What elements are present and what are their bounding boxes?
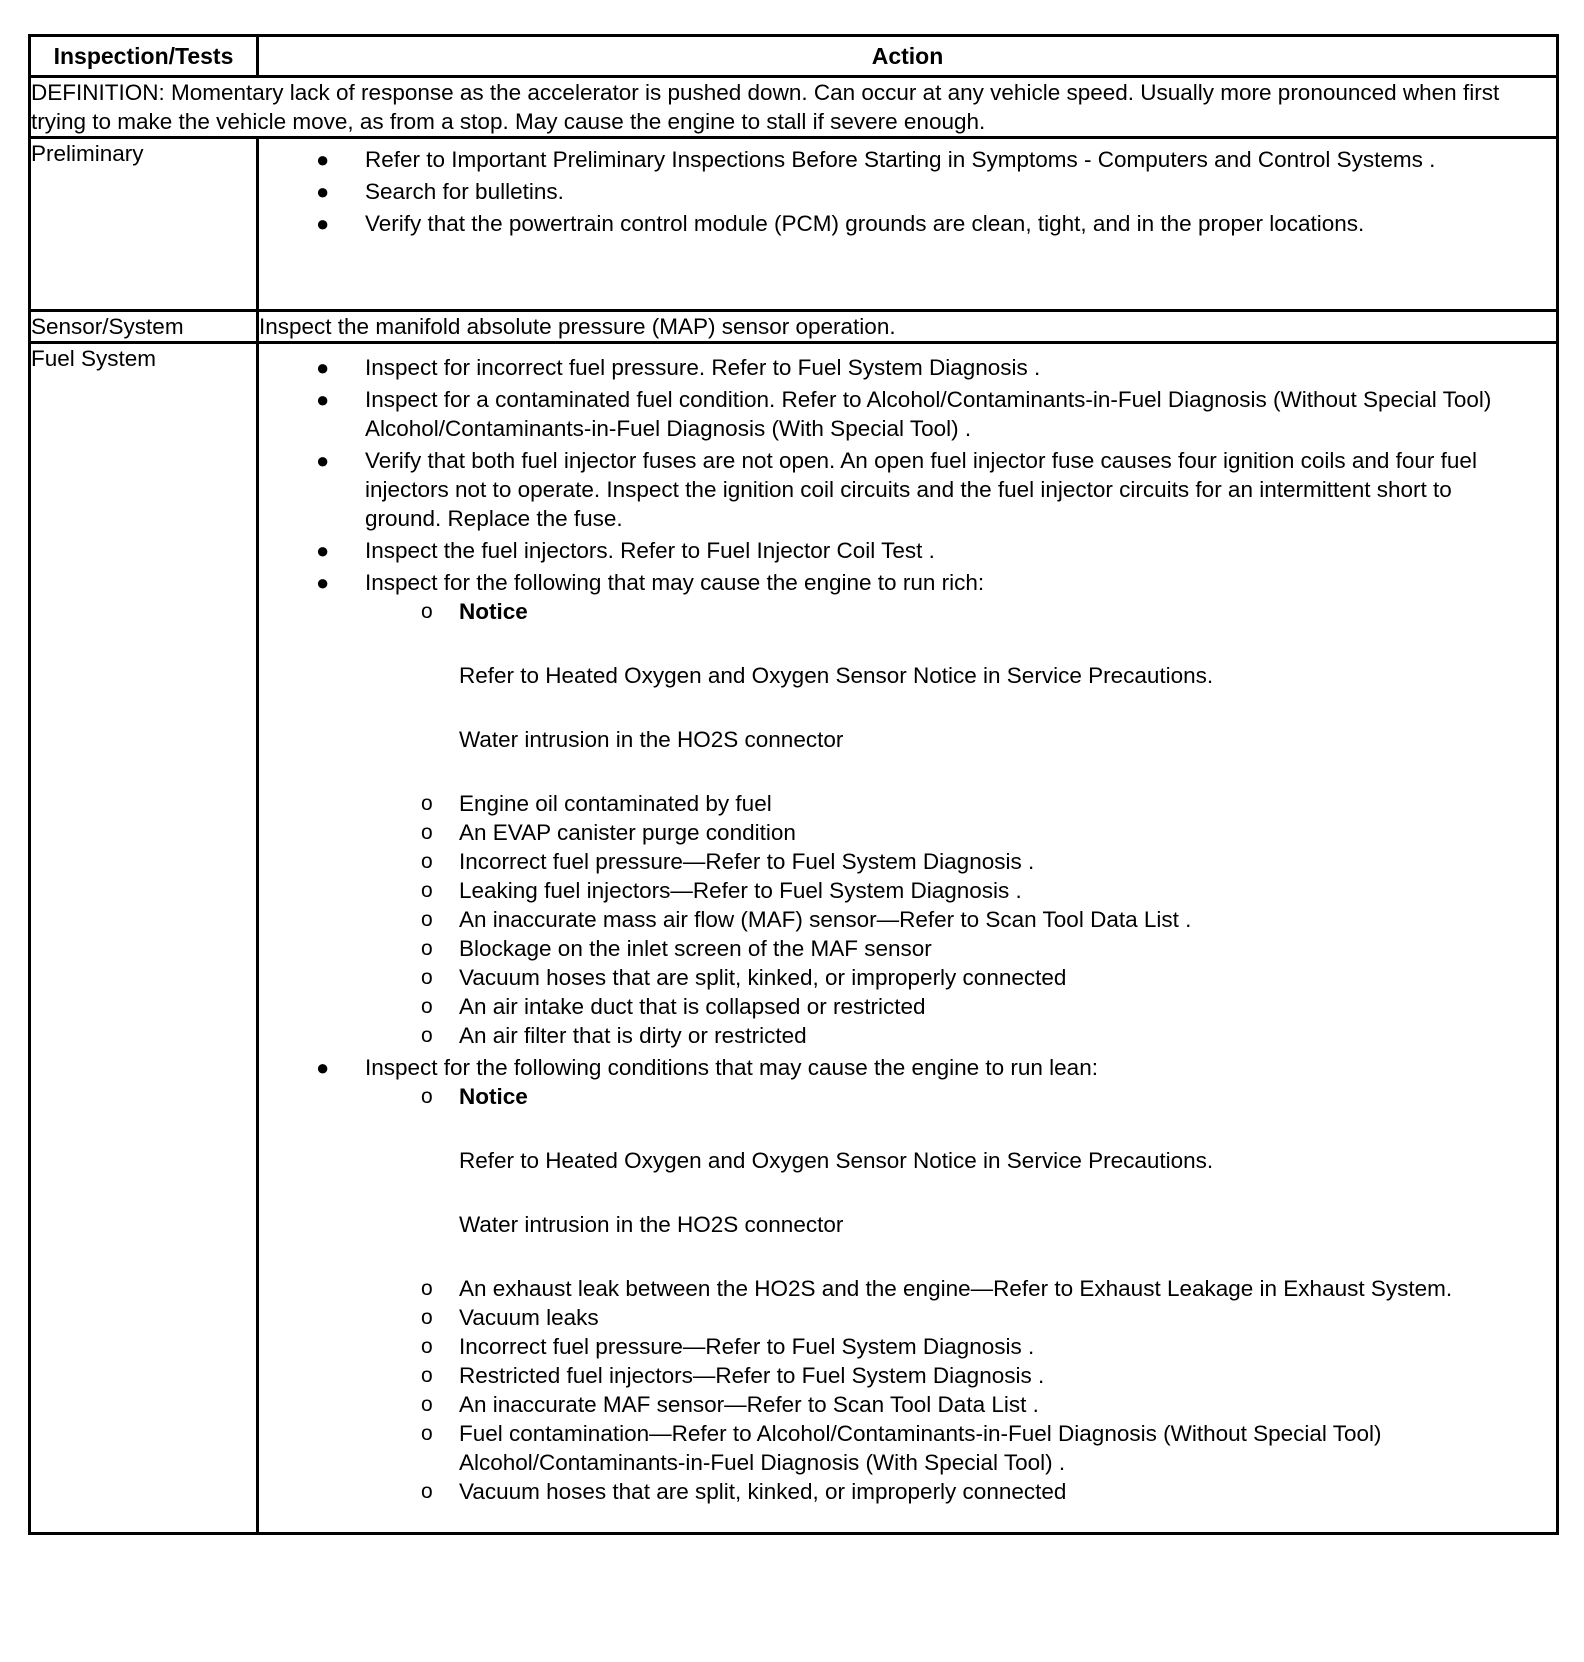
sub-list-item	[365, 934, 1532, 963]
sub-list-item-text: Engine oil contaminated by fuel	[459, 791, 772, 816]
sub-list-item-text: Restricted fuel injectors—Refer to Fuel System Diagnosis .	[459, 1363, 1045, 1388]
sub-list-item	[365, 905, 1532, 934]
notice-title: Notice	[459, 599, 528, 624]
preliminary-actions	[258, 138, 1558, 311]
list-item-text: Inspect for incorrect fuel pressure. Refer to Fuel System Diagnosis .	[365, 355, 1041, 380]
sub-list-item	[365, 1303, 1532, 1332]
sub-list-item-text: Vacuum hoses that are split, kinked, or improperly connected	[459, 1479, 1067, 1504]
bullet-icon: ●	[316, 570, 330, 595]
sub-list-item	[365, 876, 1532, 905]
list-item-text: Inspect the fuel injectors. Refer to Fuel Injector Coil Test .	[365, 538, 935, 563]
sub-list-item-text: An air intake duct that is collapsed or restricted	[459, 994, 926, 1019]
list-item-text: Verify that both fuel injector fuses are not open. An open fuel injector fuse causes four ignition coils and four fuel injectors not to operate. Inspect the ignition coil circuits and the fuel injector circuits for an intermittent short to ground. Replace the fuse.	[365, 448, 1477, 531]
run-lean-sublist	[365, 1082, 1532, 1506]
circle-bullet-icon: o	[421, 792, 433, 815]
notice-item-text: Water intrusion in the HO2S connector	[459, 1212, 844, 1237]
list-item	[259, 209, 1556, 238]
sub-list-item	[365, 818, 1532, 847]
sensor-system-action: Inspect the manifold absolute pressure (MAP) sensor operation.	[258, 311, 1558, 343]
circle-bullet-icon: o	[421, 1335, 433, 1358]
bullet-icon: ●	[316, 355, 330, 380]
table-row-fuel-system	[30, 343, 1558, 1534]
fuel-system-list	[259, 344, 1556, 1506]
circle-bullet-icon: o	[421, 1393, 433, 1416]
sub-list-item-text: Leaking fuel injectors—Refer to Fuel System Diagnosis .	[459, 878, 1022, 903]
sub-list-item-text: An inaccurate mass air flow (MAF) sensor—Refer to Scan Tool Data List .	[459, 907, 1192, 932]
sub-list-item	[365, 847, 1532, 876]
definition-row	[30, 77, 1558, 138]
sub-list-item-text: Vacuum leaks	[459, 1305, 599, 1330]
bullet-icon: ●	[316, 179, 330, 204]
sub-list-item	[365, 1390, 1532, 1419]
bullet-icon: ●	[316, 1055, 330, 1080]
list-item	[259, 536, 1556, 565]
circle-bullet-icon: o	[421, 879, 433, 902]
sub-list-item	[365, 1477, 1532, 1506]
sub-list-item	[365, 1021, 1532, 1050]
notice-text: Refer to Heated Oxygen and Oxygen Sensor Notice in Service Precautions.	[459, 663, 1214, 688]
row-label-preliminary: Preliminary	[30, 138, 258, 311]
spacer	[459, 754, 1508, 789]
circle-bullet-icon: o	[421, 995, 433, 1018]
bullet-icon: ●	[316, 538, 330, 563]
sub-list-item-text: Vacuum hoses that are split, kinked, or improperly connected	[459, 965, 1067, 990]
list-item-text: Search for bulletins.	[365, 179, 564, 204]
header-action: Action	[258, 36, 1558, 77]
circle-bullet-icon: o	[421, 1422, 433, 1445]
list-item	[259, 446, 1556, 533]
sub-list-item	[365, 963, 1532, 992]
diagnostic-table	[28, 34, 1559, 1535]
circle-bullet-icon: o	[421, 850, 433, 873]
bullet-icon: ●	[316, 211, 330, 236]
row-label-sensor-system: Sensor/System	[30, 311, 258, 343]
list-item-text: Inspect for the following that may cause the engine to run rich:	[365, 570, 985, 595]
bullet-icon: ●	[316, 147, 330, 172]
diagnostic-page	[28, 34, 1556, 1535]
circle-bullet-icon: o	[421, 821, 433, 844]
row-label-fuel-system: Fuel System	[30, 343, 258, 1534]
list-item	[259, 353, 1556, 382]
notice-text: Refer to Heated Oxygen and Oxygen Sensor Notice in Service Precautions.	[459, 1148, 1214, 1173]
list-item	[259, 177, 1556, 206]
sub-list-item-text: Blockage on the inlet screen of the MAF sensor	[459, 936, 932, 961]
notice-item-text: Water intrusion in the HO2S connector	[459, 727, 844, 752]
sub-list-item-text: An exhaust leak between the HO2S and the engine—Refer to Exhaust Leakage in Exhaust System.	[459, 1276, 1453, 1301]
sub-list-item	[365, 1361, 1532, 1390]
sub-list-item	[365, 992, 1532, 1021]
header-inspection-tests: Inspection/Tests	[30, 36, 258, 77]
list-item-text: Inspect for the following conditions that may cause the engine to run lean:	[365, 1055, 1098, 1080]
table-row-preliminary	[30, 138, 1558, 311]
run-rich-sublist	[365, 597, 1532, 1050]
list-item-run-rich	[259, 568, 1556, 1050]
circle-bullet-icon: o	[421, 1085, 433, 1108]
circle-bullet-icon: o	[421, 1306, 433, 1329]
sub-list-item	[365, 1419, 1532, 1477]
sub-list-item	[365, 1274, 1532, 1303]
sub-list-item-text: Incorrect fuel pressure—Refer to Fuel System Diagnosis .	[459, 1334, 1035, 1359]
definition-text: DEFINITION: Momentary lack of response as the accelerator is pushed down. Can occur at any vehicle speed. Usually more pronounced when first trying to make the vehicle move, as from a stop. May cause the engine to stall if severe enough.	[30, 77, 1558, 138]
notice-item	[365, 597, 1532, 789]
circle-bullet-icon: o	[421, 1364, 433, 1387]
circle-bullet-icon: o	[421, 1277, 433, 1300]
list-item	[259, 145, 1556, 174]
sub-list-item-text: Incorrect fuel pressure—Refer to Fuel System Diagnosis .	[459, 849, 1035, 874]
circle-bullet-icon: o	[421, 908, 433, 931]
bullet-icon: ●	[316, 387, 330, 412]
notice-title: Notice	[459, 1084, 528, 1109]
circle-bullet-icon: o	[421, 937, 433, 960]
circle-bullet-icon: o	[421, 966, 433, 989]
spacer	[459, 1239, 1508, 1274]
list-item	[259, 385, 1556, 443]
list-item-text: Refer to Important Preliminary Inspections Before Starting in Symptoms - Computers and Control Systems .	[365, 147, 1436, 172]
list-item-text: Inspect for a contaminated fuel condition. Refer to Alcohol/Contaminants-in-Fuel Diagnosis (Without Special Tool) Alcohol/Contaminants-in-Fuel Diagnosis (With Special Tool) .	[365, 387, 1492, 441]
circle-bullet-icon: o	[421, 1024, 433, 1047]
list-item-text: Verify that the powertrain control module (PCM) grounds are clean, tight, and in the proper locations.	[365, 211, 1365, 236]
sub-list-item	[365, 789, 1532, 818]
bullet-icon: ●	[316, 448, 330, 473]
sub-list-item-text: An inaccurate MAF sensor—Refer to Scan Tool Data List .	[459, 1392, 1039, 1417]
preliminary-list	[259, 139, 1556, 238]
circle-bullet-icon: o	[421, 1480, 433, 1503]
fuel-system-actions	[258, 343, 1558, 1534]
sub-list-item-text: Fuel contamination—Refer to Alcohol/Contaminants-in-Fuel Diagnosis (Without Special Tool) Alcohol/Contaminants-in-Fuel Diagnosis (With Special Tool) .	[459, 1421, 1382, 1475]
list-item-run-lean	[259, 1053, 1556, 1506]
notice-item	[365, 1082, 1532, 1274]
sub-list-item	[365, 1332, 1532, 1361]
sub-list-item-text: An EVAP canister purge condition	[459, 820, 796, 845]
table-row-sensor-system	[30, 311, 1558, 343]
header-row	[30, 36, 1558, 77]
sub-list-item-text: An air filter that is dirty or restricted	[459, 1023, 807, 1048]
circle-bullet-icon: o	[421, 600, 433, 623]
